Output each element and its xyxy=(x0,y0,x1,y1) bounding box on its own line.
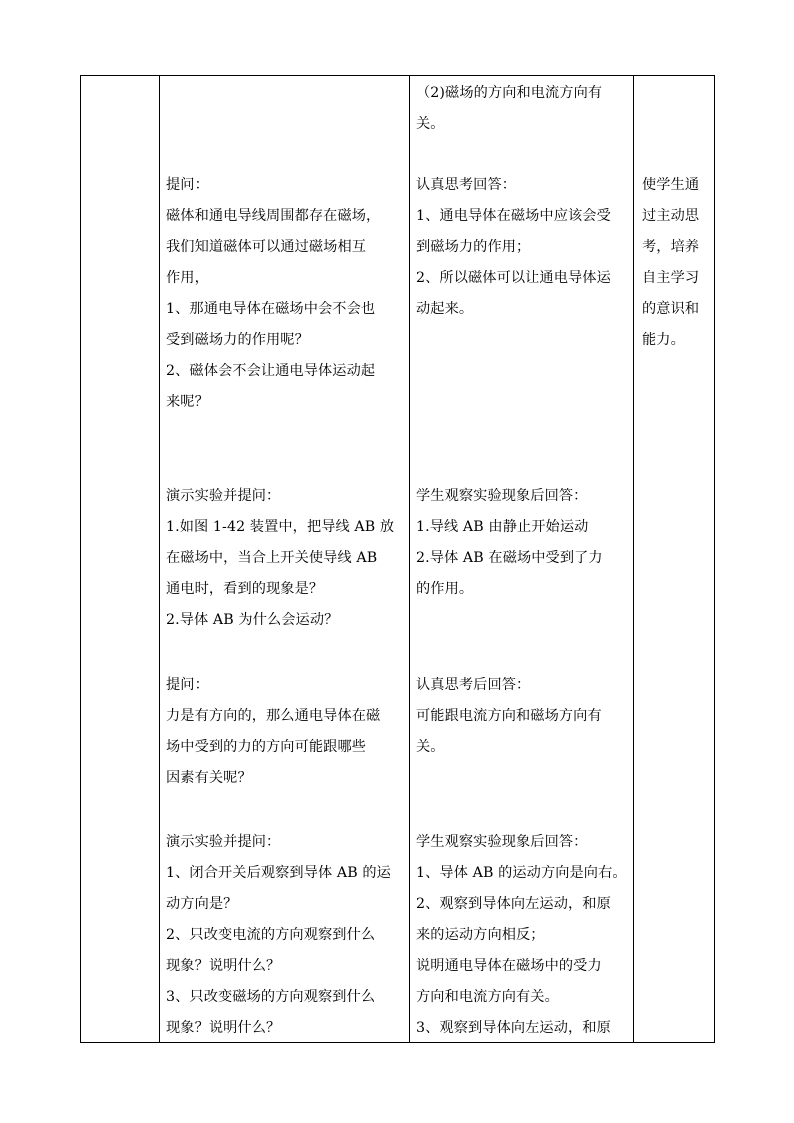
text-line: 1.如图 1-42 装置中，把导线 AB 放 xyxy=(166,519,395,535)
text-line: 我们知道磁体可以通过磁场相互 xyxy=(166,239,367,255)
text-line: 现象？说明什么？ xyxy=(166,958,281,974)
text-line: 2、只改变电流的方向观察到什么 xyxy=(166,927,376,943)
text-line: 现象？说明什么？ xyxy=(166,1020,281,1036)
text-line: 提问： xyxy=(166,677,209,693)
text-line: 来呢？ xyxy=(166,394,209,410)
text-line: 说明通电导体在磁场中的受力 xyxy=(416,958,602,974)
text-line: 1、导体 AB 的运动方向是向右。 xyxy=(416,865,627,881)
text-line: 来的运动方向相反； xyxy=(416,927,545,943)
teacher-question-2 xyxy=(160,670,409,794)
text-line: 通电时，看到的现象是？ xyxy=(166,581,324,597)
text-line: 1、闭合开关后观察到导体 AB 的运 xyxy=(166,865,391,881)
text-line: 关。 xyxy=(416,116,445,132)
design-intent-text xyxy=(634,170,714,356)
text-line: 演示实验并提问： xyxy=(166,488,281,504)
text-line: 2、磁体会不会让通电导体运动起 xyxy=(166,363,376,379)
text-line: 方向和电流方向有关。 xyxy=(416,989,559,1005)
student-answer-1 xyxy=(410,170,633,325)
text-line: 1、那通电导体在磁场中会不会也 xyxy=(166,301,376,317)
text-line: 学生观察实验现象后回答： xyxy=(416,488,588,504)
text-line: 场中受到的力的方向可能跟哪些 xyxy=(166,739,367,755)
student-answer-4 xyxy=(410,827,633,1044)
text-line: 2、所以磁体可以让通电导体运 xyxy=(416,270,611,286)
text-line: 3、只改变磁场的方向观察到什么 xyxy=(166,989,376,1005)
student-answer-0 xyxy=(410,78,633,140)
text-line: 自主学习 xyxy=(642,270,700,286)
text-line: 到磁场力的作用； xyxy=(416,239,531,255)
text-line: 可能跟电流方向和磁场方向有 xyxy=(416,708,602,724)
design-intent-cell xyxy=(634,76,714,1042)
teacher-activity-cell xyxy=(160,76,409,1042)
text-line: 过主动思 xyxy=(642,208,700,224)
lesson-plan-table xyxy=(80,75,715,1043)
text-line: 在磁场中，当合上开关使导线 AB xyxy=(166,550,378,566)
student-answer-2 xyxy=(410,481,633,605)
text-line: 作用， xyxy=(166,270,209,286)
section-column xyxy=(81,76,159,1042)
text-line: 磁体和通电导线周围都存在磁场， xyxy=(166,208,381,224)
text-line: 学生观察实验现象后回答： xyxy=(416,834,588,850)
text-line: 动起来。 xyxy=(416,301,474,317)
text-line: 能力。 xyxy=(642,332,685,348)
text-line: 因素有关呢？ xyxy=(166,770,252,786)
text-line: 2.导体 AB 为什么会运动？ xyxy=(166,612,339,628)
text-line: 认真思考后回答： xyxy=(416,677,531,693)
text-line: （2)磁场的方向和电流方向有 xyxy=(416,85,603,101)
text-line: 1、通电导体在磁场中应该会受 xyxy=(416,208,611,224)
teacher-question-1 xyxy=(160,170,409,418)
text-line: 受到磁场力的作用呢？ xyxy=(166,332,309,348)
text-line: 的意识和 xyxy=(642,301,700,317)
text-line: 演示实验并提问： xyxy=(166,834,281,850)
text-line: 使学生通 xyxy=(642,177,700,193)
text-line: 2.导体 AB 在磁场中受到了力 xyxy=(416,550,603,566)
text-line: 认真思考回答： xyxy=(416,177,517,193)
teacher-demo-2 xyxy=(160,827,409,1044)
text-line: 考，培养 xyxy=(642,239,700,255)
text-line: 1.导线 AB 由静止开始运动 xyxy=(416,519,589,535)
text-line: 3、观察到导体向左运动，和原 xyxy=(416,1020,611,1036)
text-line: 关。 xyxy=(416,739,445,755)
text-line: 力是有方向的，那么通电导体在磁 xyxy=(166,708,381,724)
teacher-demo-1 xyxy=(160,481,409,636)
text-line: 动方向是？ xyxy=(166,896,238,912)
text-line: 2、观察到导体向左运动，和原 xyxy=(416,896,611,912)
student-activity-cell xyxy=(410,76,633,1042)
student-answer-3 xyxy=(410,670,633,763)
text-line: 的作用。 xyxy=(416,581,474,597)
text-line: 提问： xyxy=(166,177,209,193)
